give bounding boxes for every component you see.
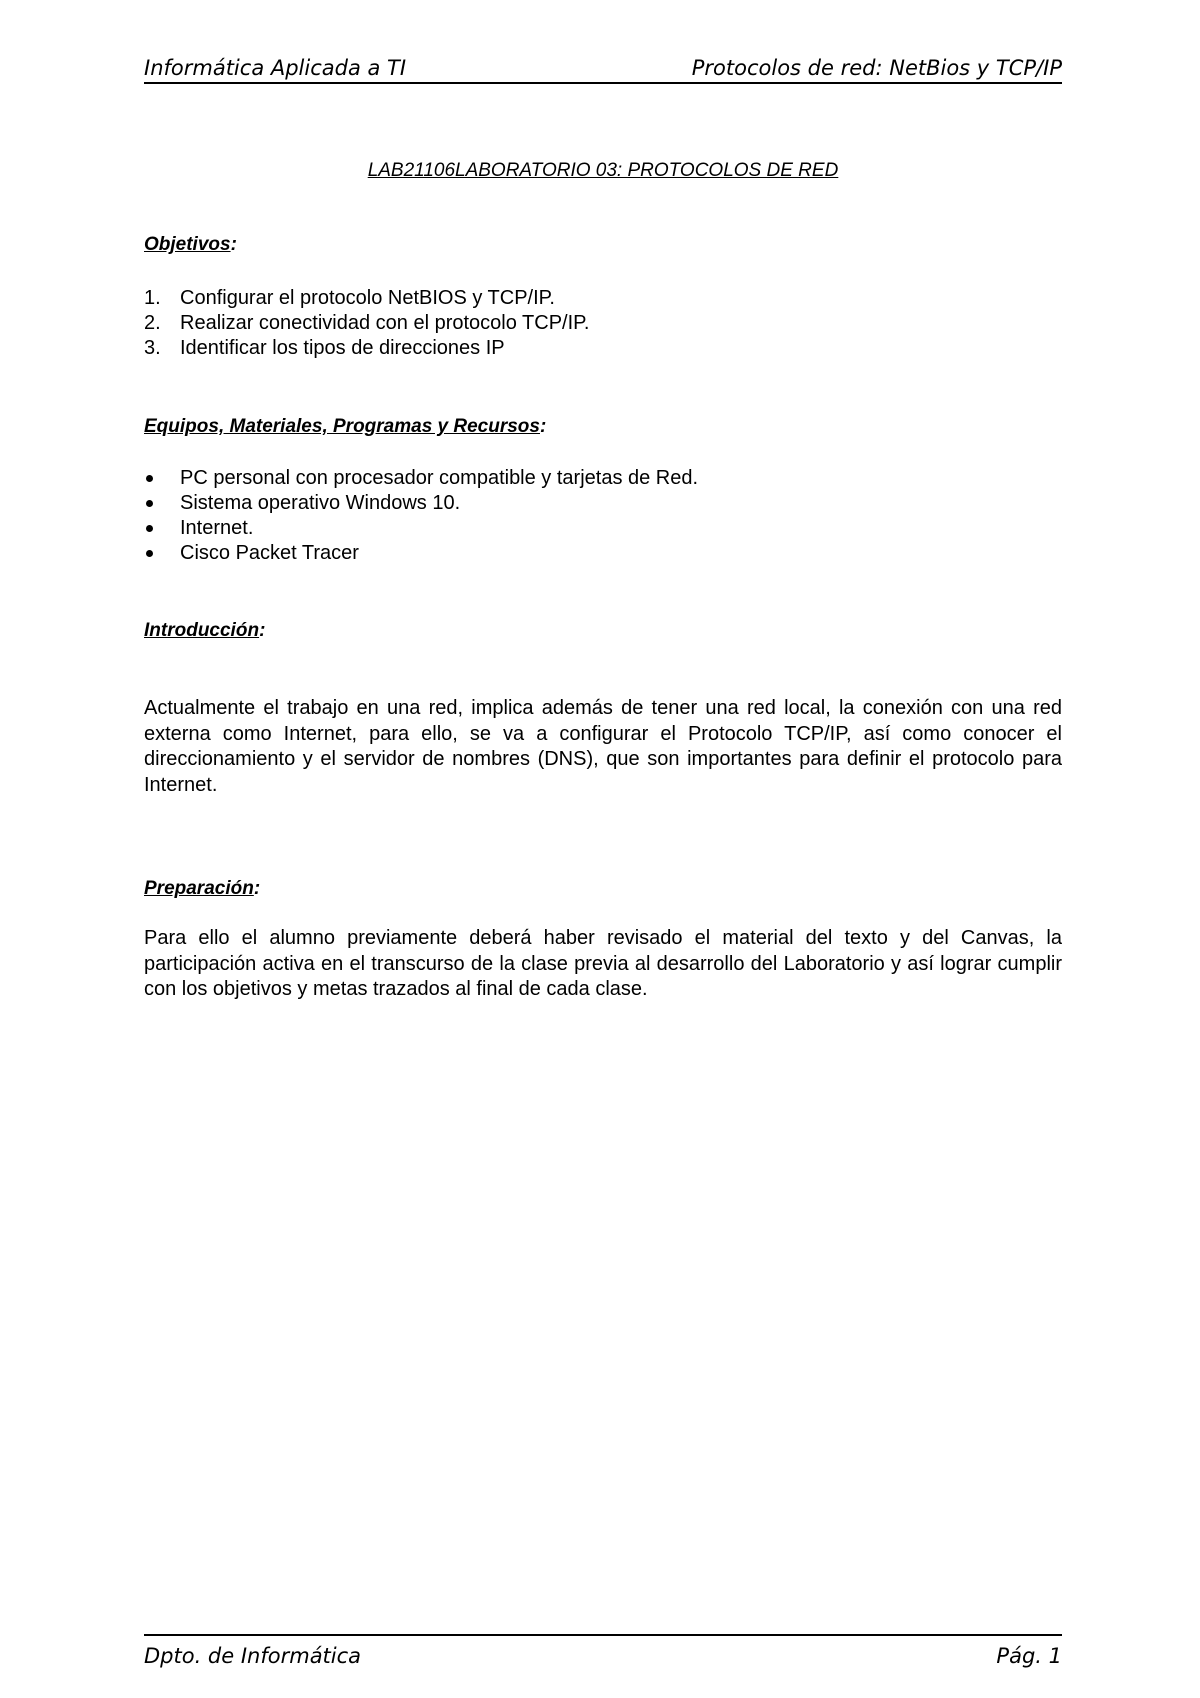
bullet-icon [146, 475, 153, 482]
list-item [144, 541, 698, 566]
list-number: 3. [144, 337, 161, 359]
list-item [144, 516, 698, 541]
lab-title: LAB21106LABORATORIO 03: PROTOCOLOS DE RED [367, 160, 839, 181]
preparacion-heading: Preparación: [144, 878, 261, 899]
bullet-icon [146, 525, 153, 532]
list-item-text: Sistema operativo Windows 10. [180, 492, 461, 514]
introduccion-heading-text: Introducción [144, 620, 260, 641]
preparacion-paragraph: Para ello el alumno previamente deberá haber revisado el material del texto y del Canvas, la participación activa en el transcurso de la clase previa al desarrollo del Laboratorio y así lograr cumplir con los objetivos y metas trazados al final de cada clase. [144, 927, 1062, 1000]
footer-department: Dpto. de Informática [144, 1644, 362, 1668]
preparacion-heading-text: Preparación [144, 878, 254, 899]
list-item [144, 491, 698, 516]
objetivos-heading: Objetivos: [144, 234, 237, 255]
equipos-heading: Equipos, Materiales, Programas y Recursos: [144, 416, 547, 437]
header-topic-title: Protocolos de red: NetBios y TCP/IP [691, 56, 1062, 80]
page-footer [144, 1634, 1062, 1676]
list-item-text: Identificar los tipos de direcciones IP [180, 337, 505, 359]
list-item-text: Configurar el protocolo NetBIOS y TCP/IP. [180, 287, 555, 309]
equipos-heading-text: Equipos, Materiales, Programas y Recursos [144, 416, 540, 437]
list-item-text: Realizar conectividad con el protocolo TCP/IP. [180, 312, 590, 334]
bullet-icon [146, 500, 153, 507]
list-item [144, 311, 589, 336]
header-course-title: Informática Aplicada a TI [144, 56, 407, 80]
bullet-icon [146, 550, 153, 557]
introduccion-heading: Introducción: [144, 620, 266, 641]
objetivos-heading-text: Objetivos [144, 234, 231, 255]
list-item [144, 336, 589, 361]
page-header [144, 52, 1062, 84]
footer-page-number: Pág. 1 [996, 1644, 1062, 1668]
list-number: 2. [144, 312, 161, 334]
list-item-text: Internet. [180, 517, 254, 539]
list-item-text: PC personal con procesador compatible y tarjetas de Red. [180, 467, 699, 489]
objetivos-list [144, 286, 589, 361]
list-number: 1. [144, 287, 161, 309]
list-item [144, 466, 698, 491]
list-item [144, 286, 589, 311]
list-item-text: Cisco Packet Tracer [180, 542, 359, 564]
equipos-list [144, 466, 698, 566]
introduccion-paragraph: Actualmente el trabajo en una red, implica además de tener una red local, la conexión con una red externa como Internet, para ello, se va a configurar el Protocolo TCP/IP, así como conocer el direccionamiento y el servidor de nombres (DNS), que son importantes para definir el protocolo para Internet. [144, 697, 1062, 796]
